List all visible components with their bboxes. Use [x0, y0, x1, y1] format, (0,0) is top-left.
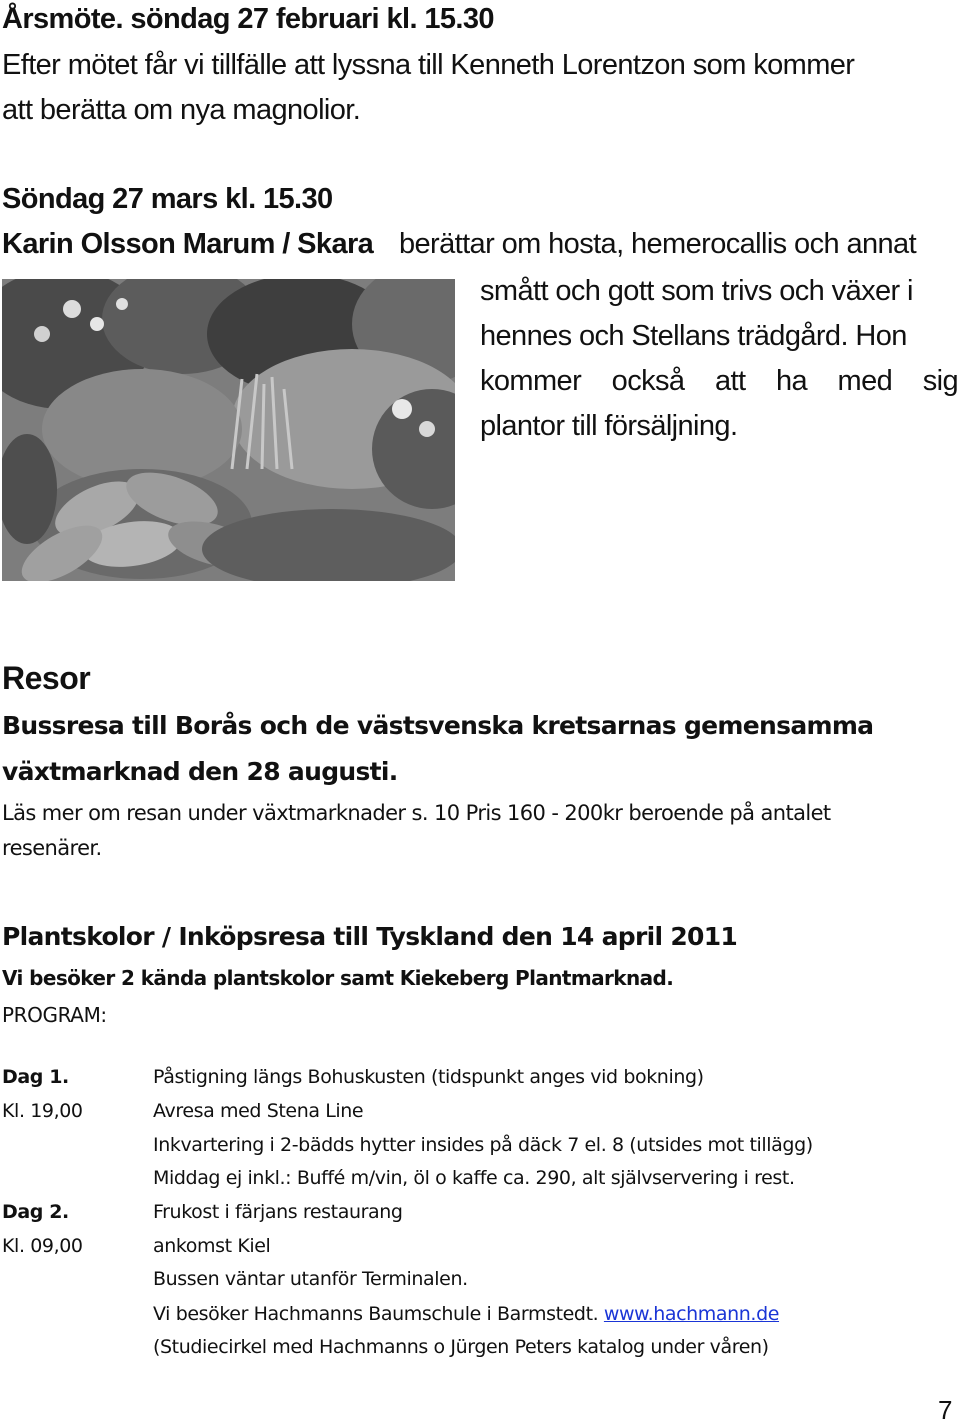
- resor-info-line1: Läs mer om resan under växtmarknader s. 10 Pris 160 - 200kr beroende på antalet: [2, 801, 831, 825]
- program-last-line: (Studiecirkel med Hachmanns o Jürgen Peters katalog under våren): [153, 1336, 769, 1358]
- word: sig: [922, 365, 958, 397]
- meeting2-line1: berättar om hosta, hemerocallis och annat: [399, 228, 917, 260]
- meeting2-line2: smått och gott som trivs och växer i: [480, 275, 913, 307]
- word: med: [837, 365, 893, 397]
- hachmann-link[interactable]: www.hachmann.de: [603, 1303, 780, 1325]
- program-row-5-left: Kl. 09,00: [2, 1235, 83, 1257]
- program-visit-text: Vi besöker Hachmanns Baumschule i Barmstedt.: [153, 1303, 604, 1325]
- meeting1-line2: att berätta om nya magnolior.: [2, 94, 361, 126]
- plantskolor-subheading: Vi besöker 2 kända plantskolor samt Kiekeberg Plantmarknad.: [2, 966, 674, 990]
- garden-photo: [2, 279, 455, 581]
- word: kommer: [480, 365, 582, 397]
- program-row-4-right: Frukost i färjans restaurang: [153, 1201, 403, 1223]
- program-row-0-right: Påstigning längs Bohuskusten (tidspunkt anges vid bokning): [153, 1066, 704, 1088]
- meeting1-title: Årsmöte. söndag 27 februari kl. 15.30: [2, 3, 494, 35]
- resor-trip-line1: Bussresa till Borås och de västsvenska kretsarnas gemensamma: [2, 711, 874, 740]
- word: ha: [775, 365, 808, 397]
- resor-trip-line2: växtmarknad den 28 augusti.: [2, 757, 398, 786]
- meeting2-line5: plantor till försäljning.: [480, 410, 738, 442]
- program-row-4-left: Dag 2.: [2, 1201, 69, 1223]
- word: också: [611, 365, 685, 397]
- program-label: PROGRAM:: [2, 1003, 107, 1027]
- meeting2-line3: hennes och Stellans trädgård. Hon: [480, 320, 907, 352]
- garden-photo-illustration: [2, 279, 455, 581]
- program-visit-line: [153, 1303, 779, 1325]
- program-row-2-right: Inkvartering i 2-bädds hytter insides på däck 7 el. 8 (utsides mot tillägg): [153, 1134, 813, 1156]
- meeting2-speaker: Karin Olsson Marum / Skara: [2, 228, 374, 260]
- meeting1-line1: Efter mötet får vi tillfälle att lyssna till Kenneth Lorentzon som kommer: [2, 49, 855, 81]
- program-row-1-right: Avresa med Stena Line: [153, 1100, 364, 1122]
- resor-info-line2: resenärer.: [2, 836, 102, 860]
- program-row-5-right: ankomst Kiel: [153, 1235, 271, 1257]
- meeting2-line4: [480, 365, 958, 398]
- program-row-0-left: Dag 1.: [2, 1066, 69, 1088]
- word: att: [714, 365, 746, 397]
- meeting2-date: Söndag 27 mars kl. 15.30: [2, 183, 333, 215]
- plantskolor-heading: Plantskolor / Inköpsresa till Tyskland den 14 april 2011: [2, 922, 738, 951]
- program-row-3-right: Middag ej inkl.: Buffé m/vin, öl o kaffe ca. 290, alt självservering i rest.: [153, 1167, 795, 1189]
- resor-heading: Resor: [2, 660, 91, 696]
- program-row-6-right: Bussen väntar utanför Terminalen.: [153, 1268, 468, 1290]
- program-row-1-left: Kl. 19,00: [2, 1100, 83, 1122]
- page-number: 7: [938, 1395, 953, 1425]
